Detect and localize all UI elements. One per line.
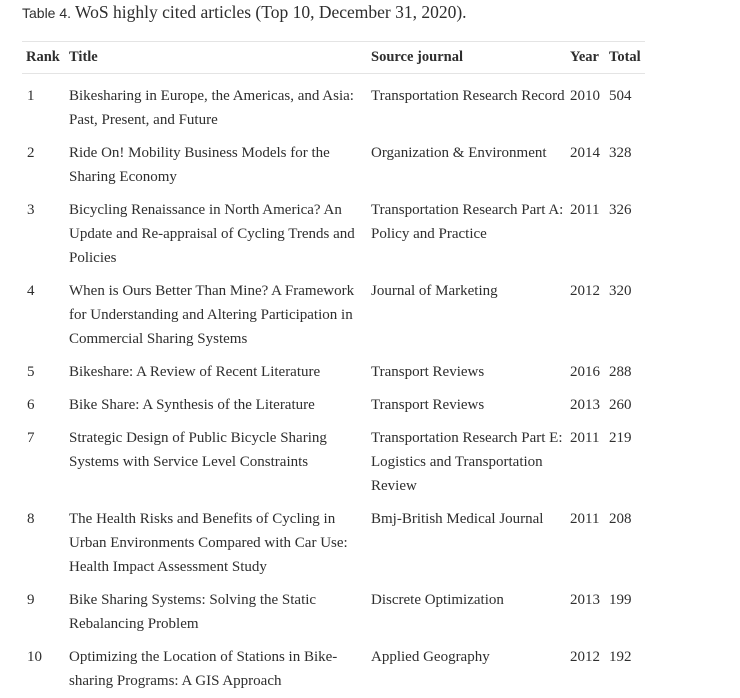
table-caption xyxy=(22,2,467,23)
total-cell: 288 xyxy=(609,364,632,380)
header-title: Title xyxy=(65,42,367,74)
total-cell: 504 xyxy=(609,88,632,104)
table-row xyxy=(22,641,645,698)
rank-cell: 9 xyxy=(27,592,35,608)
journal-cell: Bmj-British Medical Journal xyxy=(371,511,544,527)
total-cell: 219 xyxy=(609,430,632,446)
total-cell: 192 xyxy=(609,649,632,665)
journal-cell: Organization & Environment xyxy=(371,145,547,161)
title-cell: Ride On! Mobility Business Models for the Sharing Economy xyxy=(69,145,330,185)
table-row xyxy=(22,389,645,422)
total-cell: 208 xyxy=(609,511,632,527)
cited-articles-table xyxy=(22,41,645,698)
year-cell: 2011 xyxy=(570,511,600,527)
journal-cell: Transport Reviews xyxy=(371,397,485,413)
title-cell: Bikesharing in Europe, the Americas, and Asia: Past, Present, and Future xyxy=(69,88,354,128)
rank-cell: 4 xyxy=(27,283,35,299)
table-row xyxy=(22,194,645,275)
rank-cell: 3 xyxy=(27,202,35,218)
header-total: Total xyxy=(605,42,645,74)
title-cell: Bike Sharing Systems: Solving the Static Rebalancing Problem xyxy=(69,592,317,632)
title-cell: Bikeshare: A Review of Recent Literature xyxy=(69,364,321,380)
header-rank: Rank xyxy=(22,42,65,74)
table-header xyxy=(22,42,645,74)
title-cell: Optimizing the Location of Stations in Bike-sharing Programs: A GIS Approach xyxy=(69,649,338,689)
year-cell: 2012 xyxy=(570,649,600,665)
rank-cell: 8 xyxy=(27,511,35,527)
total-cell: 326 xyxy=(609,202,632,218)
year-cell: 2013 xyxy=(570,397,600,413)
journal-cell: Transport Reviews xyxy=(371,364,485,380)
table-row xyxy=(22,137,645,194)
table-row xyxy=(22,503,645,584)
header-year: Year xyxy=(566,42,605,74)
journal-cell: Journal of Marketing xyxy=(371,283,498,299)
table-row xyxy=(22,584,645,641)
rank-cell: 10 xyxy=(27,649,42,665)
year-cell: 2010 xyxy=(570,88,600,104)
total-cell: 320 xyxy=(609,283,632,299)
title-cell: Bicycling Renaissance in North America? An Update and Re-appraisal of Cycling Trends and Policies xyxy=(69,202,355,266)
rank-cell: 6 xyxy=(27,397,35,413)
year-cell: 2016 xyxy=(570,364,600,380)
journal-cell: Transportation Research Part A: Policy and Practice xyxy=(371,202,564,242)
table-caption-text: WoS highly cited articles (Top 10, December 31, 2020). xyxy=(75,2,467,22)
journal-cell: Discrete Optimization xyxy=(371,592,504,608)
total-cell: 260 xyxy=(609,397,632,413)
year-cell: 2011 xyxy=(570,202,600,218)
table-row xyxy=(22,74,645,138)
title-cell: Bike Share: A Synthesis of the Literature xyxy=(69,397,315,413)
title-cell: When is Ours Better Than Mine? A Framework for Understanding and Altering Participation in Commercial Sharing Systems xyxy=(69,283,355,347)
rank-cell: 2 xyxy=(27,145,35,161)
header-row xyxy=(22,42,645,74)
table-row xyxy=(22,356,645,389)
table-body xyxy=(22,74,645,698)
year-cell: 2012 xyxy=(570,283,600,299)
total-cell: 199 xyxy=(609,592,632,608)
table-caption-label: Table 4. xyxy=(22,5,72,21)
journal-cell: Applied Geography xyxy=(371,649,490,665)
year-cell: 2011 xyxy=(570,430,600,446)
journal-cell: Transportation Research Part E: Logistics and Transportation Review xyxy=(371,430,563,494)
title-cell: Strategic Design of Public Bicycle Sharing Systems with Service Level Constraints xyxy=(69,430,327,470)
rank-cell: 5 xyxy=(27,364,35,380)
title-cell: The Health Risks and Benefits of Cycling in Urban Environments Compared with Car Use: Health Impact Assessment Study xyxy=(69,511,348,575)
journal-cell: Transportation Research Record xyxy=(371,88,565,104)
total-cell: 328 xyxy=(609,145,632,161)
year-cell: 2013 xyxy=(570,592,600,608)
rank-cell: 7 xyxy=(27,430,35,446)
table-row xyxy=(22,422,645,503)
rank-cell: 1 xyxy=(27,88,35,104)
year-cell: 2014 xyxy=(570,145,600,161)
header-source-journal: Source journal xyxy=(367,42,566,74)
table-row xyxy=(22,275,645,356)
